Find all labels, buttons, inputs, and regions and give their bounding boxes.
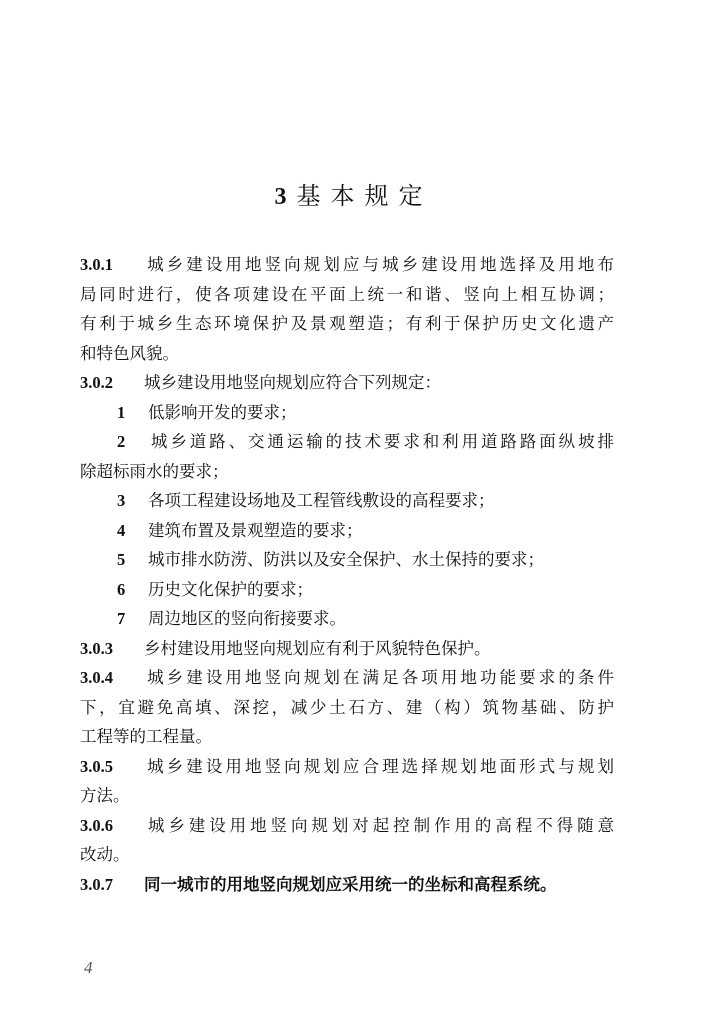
- item-number: 4: [117, 520, 126, 540]
- clause-3-0-1-line-4: 和特色风貌。: [80, 343, 179, 363]
- clause-3-0-4-line-3: 工程等的工程量。: [80, 727, 212, 746]
- clause-text: 城乡建设用地竖向规划在满足各项用地功能要求的条件: [144, 668, 614, 687]
- chapter-name: 基本规定: [296, 182, 433, 210]
- clause-3-0-7: [80, 870, 614, 900]
- clause-number: 3.0.3: [80, 638, 113, 658]
- clause-number: 3.0.4: [80, 668, 113, 687]
- clause-3-0-1-line-2: 局同时进行，使各项建设在平面上统一和谐、竖向上相互协调；: [80, 284, 614, 304]
- clause-3-0-2: [80, 368, 614, 398]
- clause-3-0-2-item-3: [80, 486, 614, 516]
- clause-3-0-5-line-2: 方法。: [80, 786, 130, 805]
- clause-text: 城乡建设用地竖向规划应与城乡建设用地选择及用地布: [144, 255, 614, 274]
- item-text: 低影响开发的要求；: [148, 402, 297, 422]
- item-text: 各项工程建设场地及工程管线敷设的高程要求；: [148, 491, 495, 510]
- clause-text: 城乡建设用地竖向规划应符合下列规定：: [144, 373, 441, 392]
- clause-3-0-5-line-1: [80, 752, 614, 782]
- item-number: 7: [117, 609, 126, 628]
- item-text: 城市排水防涝、防洪以及安全保护、水土保持的要求；: [148, 550, 544, 569]
- clause-3-0-4-line-1: [80, 663, 614, 693]
- page-number: 4: [84, 958, 93, 977]
- clause-text: 乡村建设用地竖向规划应有利于风貌特色保护。: [144, 638, 491, 658]
- clause-3-0-2-item-4: [80, 516, 614, 546]
- clause-3-0-3: [80, 634, 614, 664]
- clause-3-0-6-line-2: 改动。: [80, 845, 130, 864]
- item-number: 5: [117, 550, 126, 569]
- clause-text: 城乡建设用地竖向规划对起控制作用的高程不得随意: [144, 815, 614, 835]
- clause-number: 3.0.5: [80, 756, 113, 776]
- clause-text: 城乡建设用地竖向规划应合理选择规划地面形式与规划: [144, 756, 614, 776]
- clause-3-0-6-line-1: [80, 811, 614, 841]
- clause-3-0-1-line-1: [80, 250, 614, 280]
- clause-number: 3.0.6: [80, 815, 113, 835]
- clause-3-0-2-item-1: [80, 398, 614, 428]
- item-number: 2: [117, 432, 126, 451]
- clause-3-0-4-line-2: 下，宜避免高填、深挖，减少土石方、建（构）筑物基础、防护: [80, 697, 614, 717]
- item-number: 1: [117, 402, 126, 422]
- item-text: 建筑布置及景观塑造的要求；: [148, 520, 363, 540]
- clause-text: 同一城市的用地竖向规划应采用统一的坐标和高程系统。: [144, 874, 557, 894]
- clause-number: 3.0.2: [80, 373, 113, 392]
- clause-3-0-2-item-6: [80, 575, 614, 605]
- clause-3-0-2-item-7: [80, 604, 614, 634]
- chapter-number: 3: [274, 184, 287, 210]
- document-body: [80, 250, 614, 899]
- chapter-title: [0, 176, 707, 211]
- clause-3-0-1-line-3: 有利于城乡生态环境保护及景观塑造；有利于保护历史文化遗产: [80, 314, 614, 333]
- clause-3-0-2-item-2: [80, 427, 614, 457]
- item-text: 城乡道路、交通运输的技术要求和利用道路路面纵坡排: [148, 432, 614, 451]
- item-number: 3: [117, 491, 126, 510]
- clause-number: 3.0.1: [80, 255, 113, 274]
- clause-3-0-2-item-5: [80, 545, 614, 575]
- clause-3-0-2-item-2-cont: 除超标雨水的要求；: [80, 461, 229, 481]
- clause-number: 3.0.7: [80, 874, 113, 894]
- item-text: 历史文化保护的要求；: [148, 579, 313, 599]
- item-text: 周边地区的竖向衔接要求。: [148, 609, 346, 628]
- item-number: 6: [117, 579, 126, 599]
